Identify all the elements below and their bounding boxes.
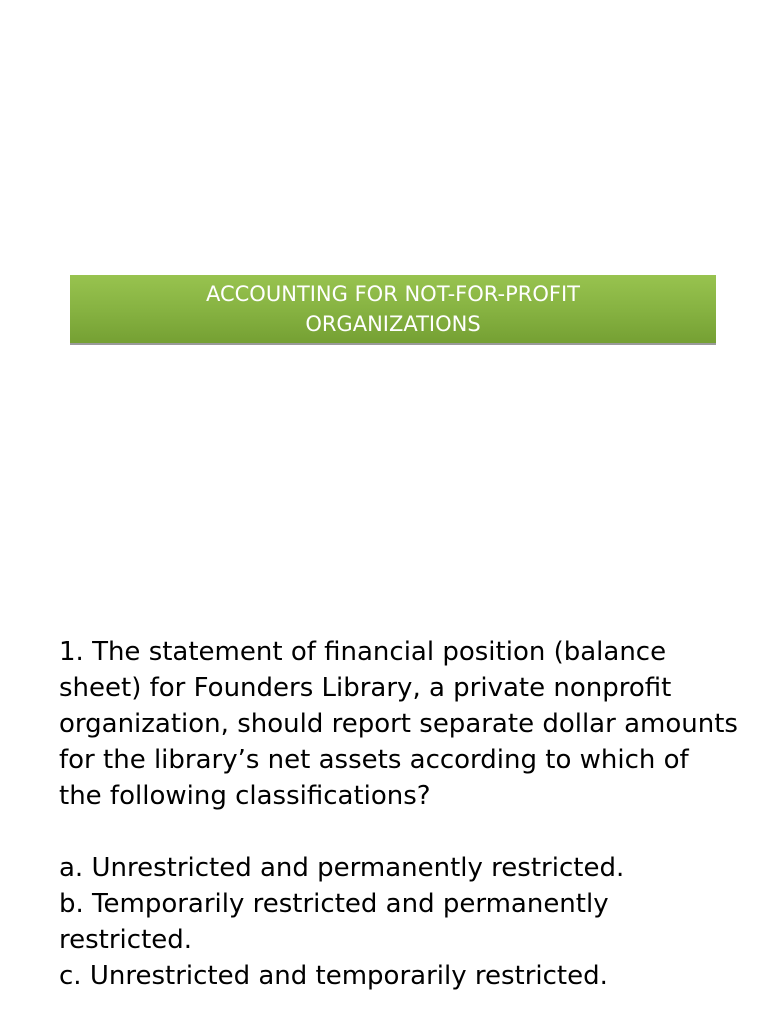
title-banner xyxy=(70,275,716,345)
answer-option-a: a. Unrestricted and permanently restricted. xyxy=(59,853,625,883)
question-block xyxy=(59,634,739,994)
answer-option-c: c. Unrestricted and temporarily restricted. xyxy=(59,961,608,991)
spacer xyxy=(59,814,739,850)
title-line-2: ORGANIZATIONS xyxy=(305,312,481,336)
title-line-1: ACCOUNTING FOR NOT-FOR-PROFIT xyxy=(205,282,580,306)
answer-option-b: b. Temporarily restricted and permanently restricted. xyxy=(59,889,609,955)
page-title xyxy=(153,279,633,339)
question-text: 1. The statement of financial position (balance sheet) for Founders Library, a private nonprofit organization, should report separate dollar amounts for the library’s net assets according to which of the following classifications? xyxy=(59,637,738,811)
